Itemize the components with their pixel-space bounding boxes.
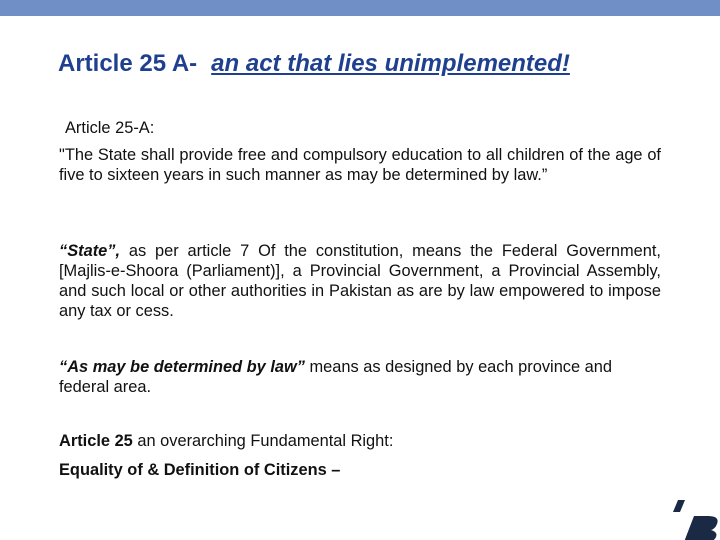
determined-by-law-text: means as designed by each province and federal area. <box>59 358 613 396</box>
state-definition-text: as per article 7 Of the constitution, means the Federal Government, [Majlis-e-Shoora (Parliament)], a Provincial Government, a Provincial Assembly, and such local or other authorities in Pakistan as are by law empowered to impose any tax or cess. <box>59 242 661 320</box>
title-subtitle: an act that lies unimplemented! <box>211 50 570 77</box>
corner-logo-icon <box>670 492 720 540</box>
corner-logo-svg <box>670 492 720 540</box>
determined-by-law-term: “As may be determined by law” <box>59 358 305 376</box>
article-25-line <box>59 431 661 451</box>
logo-slash-mark <box>673 500 685 512</box>
article-heading: Article 25-A: <box>65 119 155 137</box>
determined-by-law-paragraph <box>59 357 661 397</box>
top-banner <box>0 0 720 16</box>
article-25-text: an overarching Fundamental Right: <box>132 432 394 450</box>
title-main: Article 25 A- <box>58 50 198 77</box>
article-25-label: Article 25 <box>59 432 133 450</box>
equality-line: Equality of & Definition of Citizens – <box>59 461 341 479</box>
state-definition-paragraph <box>59 241 661 321</box>
state-term: “State”, <box>59 242 121 260</box>
logo-letter-mark <box>684 516 718 540</box>
slide-title <box>58 50 570 78</box>
article-quote: "The State shall provide free and compulsory education to all children of the age of five to sixteen years in such manner as may be determined by law.” <box>59 146 661 184</box>
